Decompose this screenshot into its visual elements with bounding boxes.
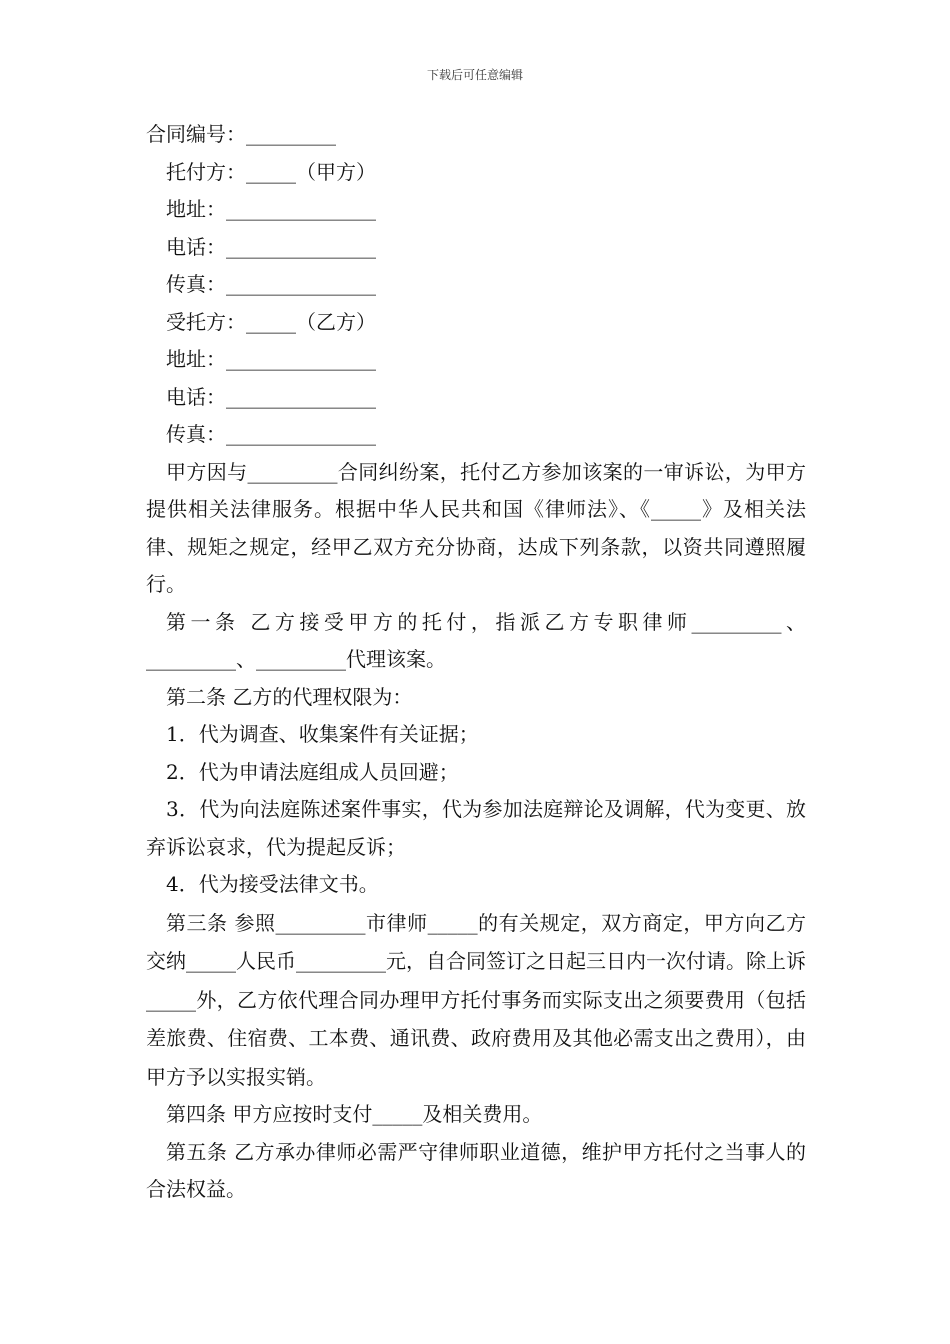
article-2-title: 第二条 乙方的代理权限为： bbox=[166, 684, 413, 709]
preamble-paragraph: 甲方因与_________合同纠纷案，托付乙方参加该案的一审诉讼，为甲方提供相关法律服务。根据中华人民共和国《律师法》、《_____》及相关法律、规矩之规定，经甲乙双方充分协商，达成下列条款，以资共同遵照履行。 bbox=[146, 459, 806, 596]
article-2-item-3: 3．代为向法庭陈述案件事实，代为参加法庭辩论及调解，代为变更、放弃诉讼哀求，代为提起反诉； bbox=[146, 797, 806, 859]
party-a-address-line: 地址：_______________ bbox=[166, 197, 376, 221]
contract-number-line: 合同编号：_________ bbox=[146, 122, 336, 146]
article-2-item-1: 1．代为调查、收集案件有关证据； bbox=[166, 722, 479, 746]
article-1-paragraph: 第一条 乙方接受甲方的托付，指派乙方专职律师_________、_________、_________代理该案。 bbox=[146, 609, 806, 671]
contract-body bbox=[146, 116, 806, 1209]
party-a-phone-line: 电话：_______________ bbox=[166, 234, 376, 259]
party-a-fax-line: 传真：_______________ bbox=[166, 272, 376, 296]
article-2-item-2: 2．代为申请法庭组成人员回避； bbox=[166, 759, 459, 784]
party-b-phone-line: 电话：_______________ bbox=[166, 384, 376, 409]
article-3-paragraph: 第三条 参照_________市律师_____的有关规定，双方商定，甲方向乙方交纳_____人民币_________元，自合同签订之日起三日内一次付请。除上诉_____外，乙方依代理合同办理甲方托付事务而实际支出之须要费用（包括差旅费、住宿费、工本费、通讯费、政府费用及其他必需支出之费用），由甲方予以实报实销。 bbox=[146, 910, 806, 1089]
article-5-paragraph: 第五条 乙方承办律师必需严守律师职业道德，维护甲方托付之当事人的合法权益。 bbox=[146, 1139, 806, 1201]
party-b-name-line: 受托方：_____（乙方） bbox=[166, 309, 376, 334]
article-4-paragraph: 第四条 甲方应按时支付_____及相关费用。 bbox=[166, 1102, 543, 1126]
party-a-name-line: 托付方：_____（甲方） bbox=[166, 159, 376, 184]
party-b-address-line: 地址：_______________ bbox=[166, 347, 376, 371]
article-2-item-4: 4．代为接受法律文书。 bbox=[166, 872, 379, 896]
page-header-note: 下载后可任意编辑 bbox=[426, 68, 523, 82]
party-b-fax-line: 传真：_______________ bbox=[166, 422, 376, 446]
